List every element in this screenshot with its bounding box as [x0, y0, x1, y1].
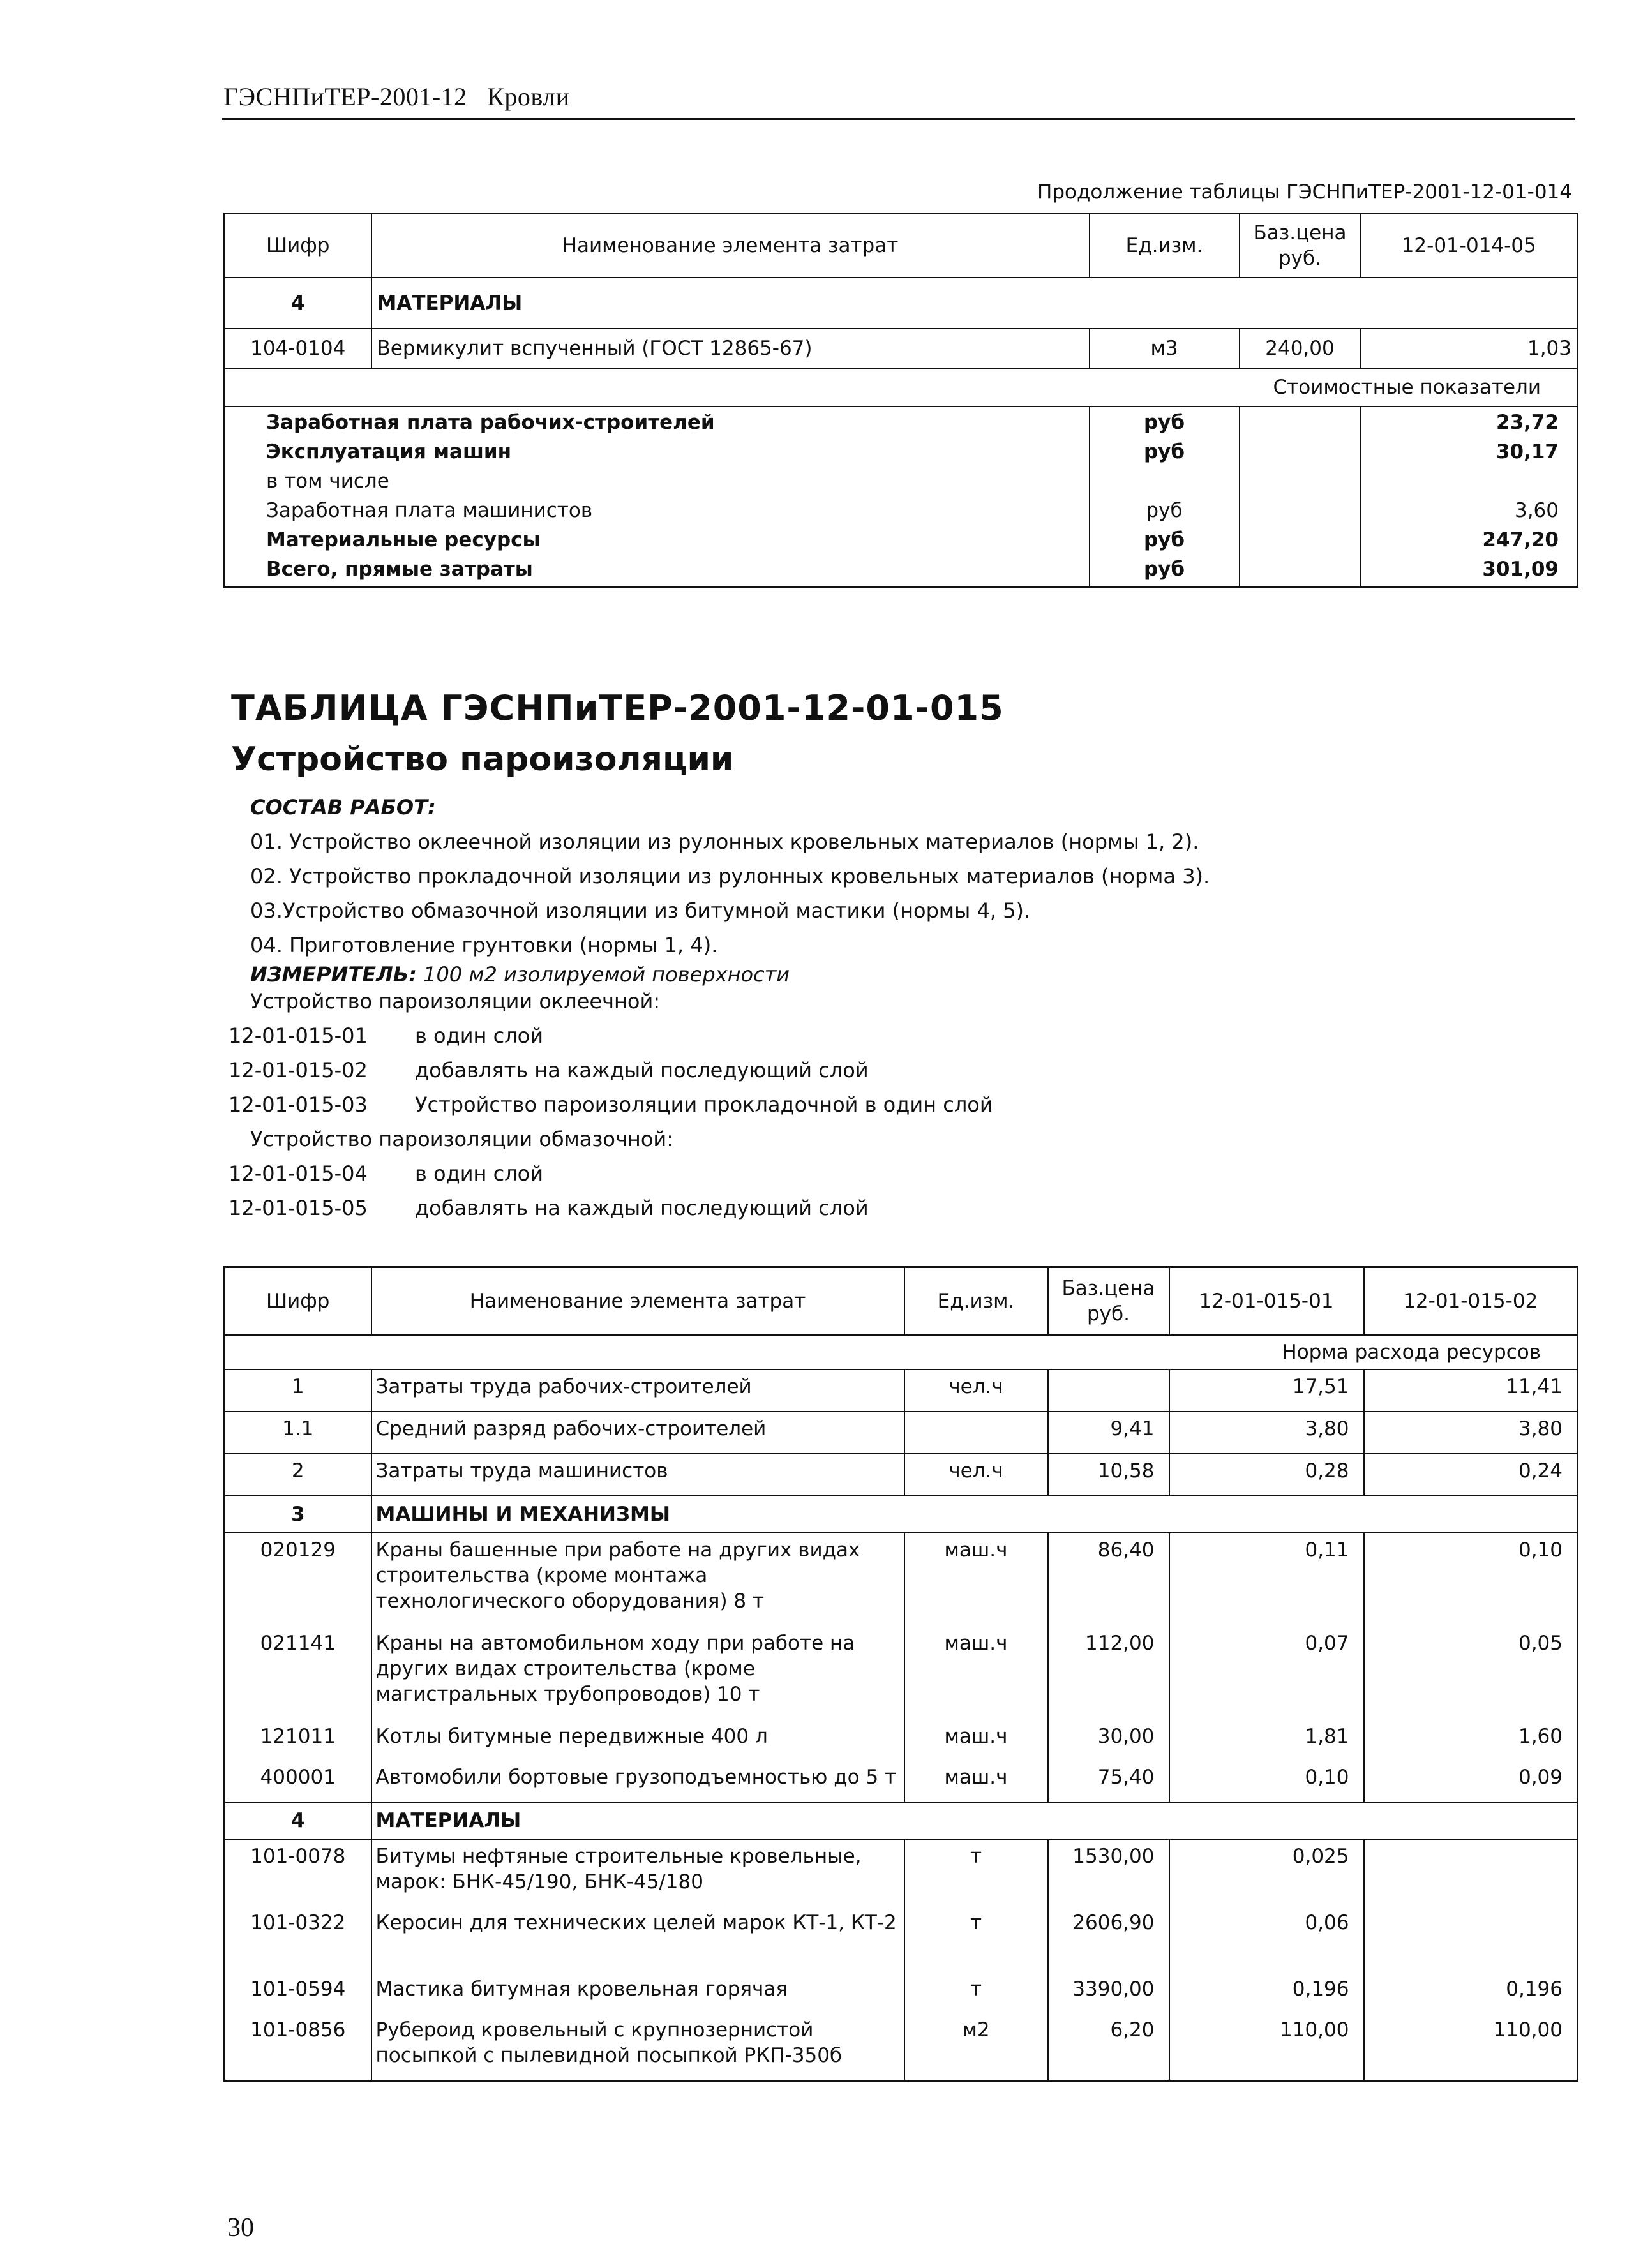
row-unit: маш.ч [904, 1533, 1048, 1627]
row-value-01: 0,11 [1169, 1533, 1364, 1627]
row-code: 101-0856 [225, 2013, 371, 2081]
row-price: 6,20 [1048, 2013, 1169, 2081]
running-header: ГЭСНПиТЕР-2001-12 Кровли [223, 82, 570, 111]
row-value-01: 0,10 [1169, 1761, 1364, 1802]
section-name: МАТЕРИАЛЫ [371, 1802, 1578, 1839]
group1-label: Устройство пароизоляции оклеечной: [250, 989, 661, 1013]
row-unit: т [904, 1906, 1048, 1973]
cost-price [1240, 407, 1361, 439]
col-header-unit: Ед.изм. [1090, 214, 1240, 278]
row-code: 400001 [225, 1761, 371, 1802]
table-row [225, 1454, 1578, 1496]
section-subtitle: Устройство пароизоляции [231, 740, 734, 779]
row-code: 101-0594 [225, 1973, 371, 2013]
row-price: 75,40 [1048, 1761, 1169, 1802]
row-price: 30,00 [1048, 1720, 1169, 1761]
cost-name: Заработная плата рабочих-строителей [225, 407, 1090, 439]
table1-section-row [225, 278, 1578, 329]
row-value-02: 0,10 [1364, 1533, 1578, 1627]
row-price: 2606,90 [1048, 1906, 1169, 1973]
norm-text: Устройство пароизоляции прокладочной в один слой [415, 1093, 993, 1117]
row-price: 86,40 [1048, 1533, 1169, 1627]
table-row [225, 1533, 1578, 1627]
table2-body [225, 1369, 1578, 2081]
row-code: 101-0322 [225, 1906, 371, 1973]
row-value-01: 0,07 [1169, 1627, 1364, 1720]
row-value-02: 11,41 [1364, 1369, 1578, 1412]
meter-line [250, 962, 790, 987]
norms-list-2 [229, 1156, 869, 1225]
row-unit: чел.ч [904, 1369, 1048, 1412]
col-header-unit: Ед.изм. [904, 1267, 1048, 1336]
row-value-02 [1364, 1906, 1578, 1973]
table-012-01-015 [223, 1266, 1578, 2082]
norm-code: 12-01-015-05 [229, 1196, 368, 1220]
row-name: Битумы нефтяные строительные кровельные, марок: БНК-45/190, БНК-45/180 [371, 1839, 904, 1906]
cost-name: Эксплуатация машин [225, 439, 1090, 468]
row-value-02 [1364, 1839, 1578, 1906]
cost-value: 3,60 [1361, 498, 1578, 527]
row-code: 101-0078 [225, 1839, 371, 1906]
row-unit: маш.ч [904, 1761, 1048, 1802]
row-name: Котлы битумные передвижные 400 л [371, 1720, 904, 1761]
row-code: 1.1 [225, 1412, 371, 1454]
row-unit: т [904, 1839, 1048, 1906]
row-unit: чел.ч [904, 1454, 1048, 1496]
table1-header-row [225, 214, 1578, 278]
cost-name: Заработная плата машинистов [225, 498, 1090, 527]
cost-row [225, 527, 1578, 556]
row-value-01: 110,00 [1169, 2013, 1364, 2081]
cost-unit: руб [1090, 498, 1240, 527]
material-value: 1,03 [1361, 329, 1578, 368]
row-code: 021141 [225, 1627, 371, 1720]
row-value-02: 0,05 [1364, 1627, 1578, 1720]
material-code: 104-0104 [225, 329, 371, 368]
row-price: 3390,00 [1048, 1973, 1169, 2013]
row-value-01: 17,51 [1169, 1369, 1364, 1412]
table-row [225, 1720, 1578, 1761]
row-name: Рубероид кровельный с крупнозернистой посыпкой с пылевидной посыпкой РКП-350б [371, 2013, 904, 2081]
cost-unit: руб [1090, 556, 1240, 587]
row-code: 121011 [225, 1720, 371, 1761]
table2-norm-caption-row [225, 1335, 1578, 1369]
row-value-01: 0,025 [1169, 1839, 1364, 1906]
row-value-01: 0,28 [1169, 1454, 1364, 1496]
row-value-01: 0,196 [1169, 1973, 1364, 2013]
col-header-price: Баз.цена руб. [1240, 214, 1361, 278]
row-unit: т [904, 1973, 1048, 2013]
table-row [225, 1973, 1578, 2013]
cost-row [225, 556, 1578, 587]
table-row [225, 1906, 1578, 1973]
norm-entry [229, 1053, 993, 1087]
row-value-02: 0,196 [1364, 1973, 1578, 2013]
composition-list [250, 824, 1210, 962]
norm-code: 12-01-015-03 [229, 1093, 368, 1117]
row-name: Автомобили бортовые грузоподъемностью до 5 т [371, 1761, 904, 1802]
table1-material-row [225, 329, 1578, 368]
col-header-norm-02: 12-01-015-02 [1364, 1267, 1578, 1336]
table-row [225, 1369, 1578, 1412]
norm-code: 12-01-015-01 [229, 1024, 368, 1048]
row-price: 9,41 [1048, 1412, 1169, 1454]
table-row [225, 1839, 1578, 1906]
cost-price [1240, 527, 1361, 556]
norm-text: добавлять на каждый последующий слой [415, 1196, 869, 1220]
col-header-name: Наименование элемента затрат [371, 214, 1090, 278]
cost-price [1240, 498, 1361, 527]
col-header-code: Шифр [225, 1267, 371, 1336]
section-row [225, 1802, 1578, 1839]
row-name: Затраты труда рабочих-строителей [371, 1369, 904, 1412]
section-code: 4 [225, 278, 371, 329]
row-value-02: 0,24 [1364, 1454, 1578, 1496]
row-code: 020129 [225, 1533, 371, 1627]
meter-value: 100 м2 изолируемой поверхности [416, 962, 790, 987]
meter-label: ИЗМЕРИТЕЛЬ: [250, 962, 417, 987]
row-value-02: 3,80 [1364, 1412, 1578, 1454]
table-row [225, 1627, 1578, 1720]
material-price: 240,00 [1240, 329, 1361, 368]
section-name: МАШИНЫ И МЕХАНИЗМЫ [371, 1496, 1578, 1533]
norm-entry [229, 1018, 993, 1053]
table-row [225, 1761, 1578, 1802]
cost-value: 247,20 [1361, 527, 1578, 556]
col-header-price: Баз.цена руб. [1048, 1267, 1169, 1336]
cost-price [1240, 556, 1361, 587]
table-row [225, 1412, 1578, 1454]
row-unit: м2 [904, 2013, 1048, 2081]
cost-caption: Стоимостные показатели [225, 368, 1578, 407]
norm-code: 12-01-015-02 [229, 1058, 368, 1082]
row-unit: маш.ч [904, 1720, 1048, 1761]
norm-entry [229, 1156, 869, 1191]
composition-item: 02. Устройство прокладочной изоляции из рулонных кровельных материалов (норма 3). [250, 864, 1210, 888]
section-code: 4 [225, 1802, 371, 1839]
composition-item: 04. Приготовление грунтовки (нормы 1, 4). [250, 933, 718, 957]
norm-text: в один слой [415, 1024, 544, 1048]
row-unit [904, 1412, 1048, 1454]
composition-item: 03.Устройство обмазочной изоляции из битумной мастики (нормы 4, 5). [250, 899, 1031, 923]
norm-entry [229, 1191, 869, 1225]
row-value-02: 0,09 [1364, 1761, 1578, 1802]
cost-unit: руб [1090, 407, 1240, 439]
cost-unit: руб [1090, 439, 1240, 468]
header-rule [222, 118, 1575, 120]
col-header-code: Шифр [225, 214, 371, 278]
row-value-02: 110,00 [1364, 2013, 1578, 2081]
row-price [1048, 1369, 1169, 1412]
col-header-name: Наименование элемента затрат [371, 1267, 904, 1336]
composition-heading: СОСТАВ РАБОТ: [250, 795, 436, 819]
row-code: 1 [225, 1369, 371, 1412]
cost-price [1240, 468, 1361, 498]
row-code: 2 [225, 1454, 371, 1496]
cost-row [225, 498, 1578, 527]
norm-text: добавлять на каждый последующий слой [415, 1058, 869, 1082]
table2-header-row [225, 1267, 1578, 1336]
page-number: 30 [227, 2213, 254, 2242]
row-value-01: 1,81 [1169, 1720, 1364, 1761]
group2-label: Устройство пароизоляции обмазочной: [250, 1127, 673, 1151]
table-row [225, 2013, 1578, 2081]
continuation-caption: Продолжение таблицы ГЭСНПиТЕР-2001-12-01-014 [1037, 181, 1572, 204]
col-header-norm: 12-01-014-05 [1361, 214, 1578, 278]
section-code: 3 [225, 1496, 371, 1533]
section-title: ТАБЛИЦА ГЭСНПиТЕР-2001-12-01-015 [231, 688, 1004, 728]
section-name: МАТЕРИАЛЫ [371, 278, 1578, 329]
cost-value [1361, 468, 1578, 498]
row-price: 1530,00 [1048, 1839, 1169, 1906]
material-unit: м3 [1090, 329, 1240, 368]
row-name: Мастика битумная кровельная горячая [371, 1973, 904, 2013]
norm-caption: Норма расхода ресурсов [225, 1335, 1578, 1369]
cost-unit [1090, 468, 1240, 498]
cost-row [225, 407, 1578, 439]
norm-text: в один слой [415, 1161, 544, 1186]
cost-name: в том числе [225, 468, 1090, 498]
table1-cost-caption-row [225, 368, 1578, 407]
col-header-norm-01: 12-01-015-01 [1169, 1267, 1364, 1336]
norms-list-1 [229, 1018, 993, 1122]
table1-cost-body [225, 407, 1578, 587]
cost-value: 30,17 [1361, 439, 1578, 468]
row-price: 112,00 [1048, 1627, 1169, 1720]
row-name: Затраты труда машинистов [371, 1454, 904, 1496]
norm-entry [229, 1087, 993, 1122]
row-price: 10,58 [1048, 1454, 1169, 1496]
cost-unit: руб [1090, 527, 1240, 556]
row-value-01: 3,80 [1169, 1412, 1364, 1454]
cost-price [1240, 439, 1361, 468]
row-name: Средний разряд рабочих-строителей [371, 1412, 904, 1454]
row-name: Керосин для технических целей марок КТ-1, КТ-2 [371, 1906, 904, 1973]
row-value-01: 0,06 [1169, 1906, 1364, 1973]
cost-row [225, 468, 1578, 498]
cost-value: 23,72 [1361, 407, 1578, 439]
section-row [225, 1496, 1578, 1533]
cost-value: 301,09 [1361, 556, 1578, 587]
cost-name: Материальные ресурсы [225, 527, 1090, 556]
cost-row [225, 439, 1578, 468]
norm-code: 12-01-015-04 [229, 1161, 368, 1186]
material-name: Вермикулит вспученный (ГОСТ 12865-67) [371, 329, 1090, 368]
row-unit: маш.ч [904, 1627, 1048, 1720]
table-012-01-014 [223, 213, 1578, 588]
composition-item: 01. Устройство оклеечной изоляции из рулонных кровельных материалов (нормы 1, 2). [250, 830, 1199, 854]
row-value-02: 1,60 [1364, 1720, 1578, 1761]
row-name: Краны на автомобильном ходу при работе на других видах строительства (кроме магистральных трубопроводов) 10 т [371, 1627, 904, 1720]
cost-name: Всего, прямые затраты [225, 556, 1090, 587]
row-name: Краны башенные при работе на других видах строительства (кроме монтажа технологического оборудования) 8 т [371, 1533, 904, 1627]
